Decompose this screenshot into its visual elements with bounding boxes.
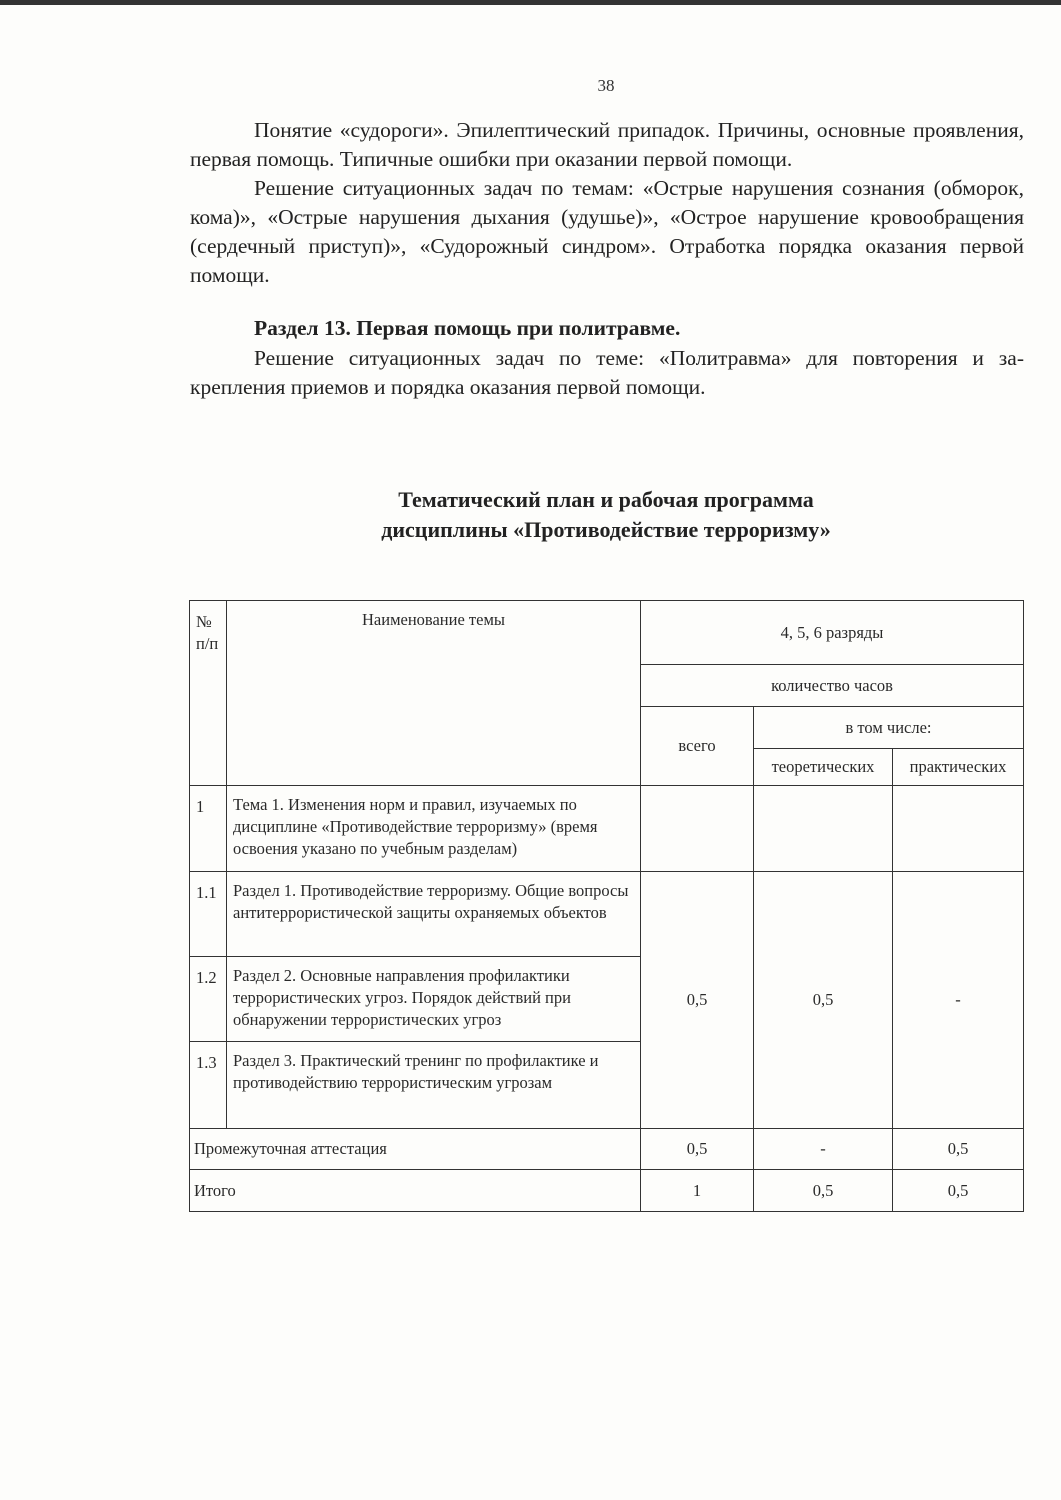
row-num: 1.2 — [190, 957, 227, 1042]
sections-total: 0,5 — [641, 872, 754, 1129]
summary-total: 0,5 — [641, 1129, 754, 1170]
header-including: в том числе: — [754, 707, 1024, 749]
table-title-line-1: Тематический план и рабочая программа — [398, 487, 814, 512]
summary-row — [190, 1170, 1024, 1212]
summary-theory: - — [754, 1129, 893, 1170]
sections-theory: 0,5 — [754, 872, 893, 1129]
summary-label: Промежуточная аттестация — [190, 1129, 641, 1170]
row-name: Тема 1. Изменения норм и правил, изучаемых по дисциплине «Противодействие терроризму» (время освоения указано по учебным разделам) — [227, 786, 641, 872]
table-row — [190, 872, 1024, 957]
row-num: 1 — [190, 786, 227, 872]
row-name: Раздел 1. Противодействие терроризму. Общие вопросы антитеррористической защиты охраняемых объектов — [227, 872, 641, 957]
table-row — [190, 786, 1024, 872]
summary-label: Итого — [190, 1170, 641, 1212]
row-total — [641, 786, 754, 872]
section-13-text: Решение ситуационных задач по теме: «Политравма» для повторения и закрепления приемов и порядка оказания первой помощи. — [190, 346, 1024, 399]
scan-edge — [0, 0, 1061, 5]
header-practice: практических — [893, 749, 1024, 786]
section-13-heading: Раздел 13. Первая помощь при политравме. — [254, 316, 681, 340]
table-title-line-2: дисциплины «Противодействие терроризму» — [381, 517, 831, 542]
paragraph-situational-tasks: Решение ситуационных задач по темам: «Острые нарушения сознания (обморок, кома)», «Острые нарушения дыхания (удушье)», «Острое нарушение кровообращения (сердечный приступ)», «Судорожный синдром». Отработка порядка оказания первой помощи. — [190, 176, 1024, 287]
header-name: Наименование темы — [227, 601, 641, 786]
thematic-plan-table — [189, 600, 1024, 1212]
header-hours: количество часов — [641, 665, 1024, 707]
paragraph-seizures: Понятие «судороги». Эпилептический припадок. Причины, основные проявления, первая помощь. Типичные ошибки при оказании первой помощи. — [190, 118, 1024, 171]
summary-practice: 0,5 — [893, 1129, 1024, 1170]
summary-theory: 0,5 — [754, 1170, 893, 1212]
row-num: 1.1 — [190, 872, 227, 957]
sections-practice: - — [893, 872, 1024, 1129]
summary-row — [190, 1129, 1024, 1170]
row-num: 1.3 — [190, 1042, 227, 1129]
header-theory: теоретических — [754, 749, 893, 786]
row-theory — [754, 786, 893, 872]
row-name: Раздел 3. Практический тренинг по профилактике и противодействию террористическим угрозам — [227, 1042, 641, 1129]
row-name: Раздел 2. Основные направления профилактики террористических угроз. Порядок действий при обнаружении террористических угроз — [227, 957, 641, 1042]
header-grades: 4, 5, 6 разряды — [641, 601, 1024, 665]
summary-practice: 0,5 — [893, 1170, 1024, 1212]
header-total: всего — [641, 707, 754, 786]
summary-total: 1 — [641, 1170, 754, 1212]
table-title — [190, 485, 1022, 545]
header-num: № п/п — [190, 601, 227, 786]
row-practice — [893, 786, 1024, 872]
page-number: 38 — [597, 76, 615, 95]
